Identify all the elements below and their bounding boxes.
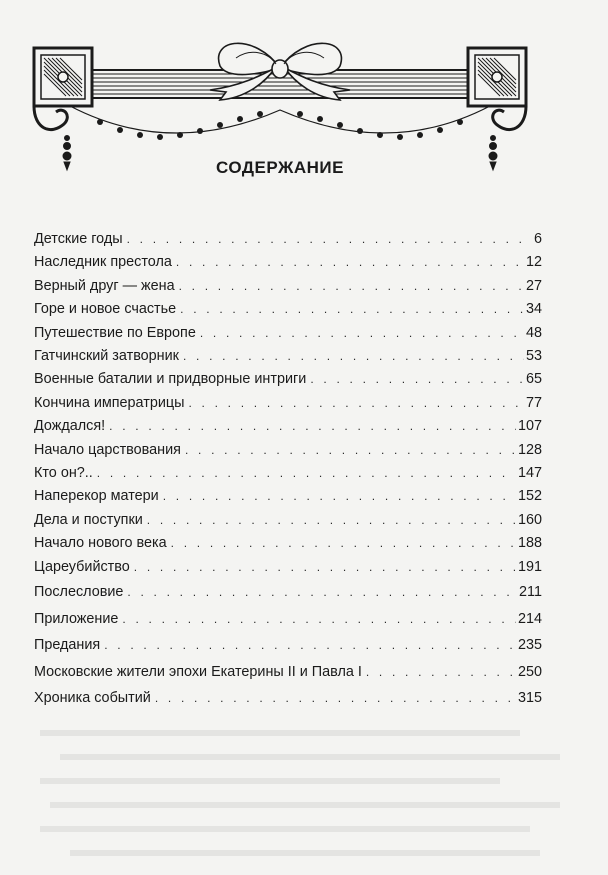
toc-entry-title: Наперекор матери (34, 488, 159, 505)
toc-entry (34, 345, 542, 368)
header-ornament (30, 28, 530, 178)
toc-entry-title: Наследник престола (34, 254, 172, 271)
toc-entry (34, 606, 542, 633)
toc-entry-page: 6 (533, 231, 542, 247)
toc-entry (34, 509, 542, 532)
dot-leader (200, 322, 524, 345)
left-bracket-ornament (34, 48, 92, 170)
dot-leader (366, 659, 516, 686)
toc-entry-page: 53 (525, 348, 542, 365)
dot-leader (188, 392, 524, 415)
toc-entry-page: 128 (517, 441, 542, 458)
toc-entry (34, 579, 542, 606)
toc-entry-page: 250 (517, 663, 542, 680)
toc-entry-title: Дела и поступки (34, 511, 143, 528)
toc-entry (34, 659, 542, 686)
toc-entry (34, 392, 542, 415)
dot-leader (185, 439, 516, 462)
toc-entry (34, 228, 542, 251)
show-through-texture (40, 720, 560, 870)
dot-leader (176, 251, 524, 274)
toc-entry (34, 298, 542, 321)
dot-leader (127, 228, 532, 251)
toc-entry-title: Московские жители эпохи Екатерины II и Павла I (34, 663, 362, 680)
dot-leader (109, 415, 516, 438)
toc-entry-title: Гатчинский затворник (34, 348, 179, 365)
ribbon-bow-ornament (210, 43, 350, 100)
toc-entry-page: 152 (517, 488, 542, 505)
dot-leader (122, 606, 516, 633)
toc-entry-title: Цареубийство (34, 558, 130, 575)
toc-entry-title: Дождался! (34, 418, 106, 435)
toc-entry-title: Путешествие по Европе (34, 324, 196, 341)
toc-entry-page: 160 (517, 511, 542, 528)
toc-entry-title: Верный друг — жена (34, 277, 175, 294)
toc-entry-title: Начало нового века (34, 535, 167, 552)
dot-leader (163, 485, 516, 508)
toc-entry (34, 368, 542, 391)
toc-entry-title: Приложение (34, 610, 119, 627)
dot-leader (171, 532, 516, 555)
toc-entry-page: 107 (517, 418, 542, 435)
dot-leader (134, 556, 516, 579)
dot-leader (104, 632, 516, 659)
table-of-contents (34, 228, 542, 712)
toc-entry (34, 532, 542, 555)
toc-entry-title: Хроника событий (34, 690, 151, 707)
toc-entry-title: Кто он?.. (34, 465, 93, 482)
toc-entry-page: 65 (525, 371, 542, 388)
toc-entry-page: 27 (525, 277, 542, 294)
dot-leader (180, 298, 524, 321)
toc-entry (34, 485, 542, 508)
toc-entry-page: 188 (517, 535, 542, 552)
toc-entry-page: 77 (525, 394, 542, 411)
dot-leader (310, 368, 524, 391)
dot-leader (97, 462, 516, 485)
toc-entry-title: Детские годы (34, 231, 123, 247)
toc-entry-title: Начало царствования (34, 441, 181, 458)
right-bracket-ornament (468, 48, 526, 170)
toc-entry-page: 191 (517, 558, 542, 575)
dot-leader (155, 685, 516, 712)
toc-entry-page: 214 (517, 610, 542, 627)
dot-leader (183, 345, 524, 368)
toc-entry-title: Горе и новое счастье (34, 301, 177, 318)
toc-entry (34, 685, 542, 712)
toc-entry-title: Предания (34, 637, 101, 654)
dot-leader (179, 275, 524, 298)
toc-entry-page: 48 (525, 324, 542, 341)
dot-leader (147, 509, 516, 532)
toc-entry (34, 462, 542, 485)
toc-entry (34, 439, 542, 462)
toc-entry-title: Кончина императрицы (34, 394, 185, 411)
toc-entry-page: 12 (525, 254, 542, 271)
toc-entry (34, 275, 542, 298)
bead-garland-ornament (70, 106, 490, 140)
toc-entry (34, 251, 542, 274)
toc-entry-page: 315 (517, 690, 542, 707)
toc-entry (34, 632, 542, 659)
toc-entry-page: 211 (519, 584, 542, 601)
toc-entry-page: 235 (517, 637, 542, 654)
page-title: СОДЕРЖАНИЕ (216, 158, 344, 177)
toc-entry (34, 415, 542, 438)
toc-entry-title: Послесловие (34, 584, 124, 601)
toc-entry (34, 322, 542, 345)
toc-entry-page: 34 (525, 301, 542, 318)
dot-leader (127, 579, 517, 606)
toc-entry-page: 147 (517, 465, 542, 482)
toc-entry (34, 556, 542, 579)
toc-entry-title: Военные баталии и придворные интриги (34, 371, 307, 388)
